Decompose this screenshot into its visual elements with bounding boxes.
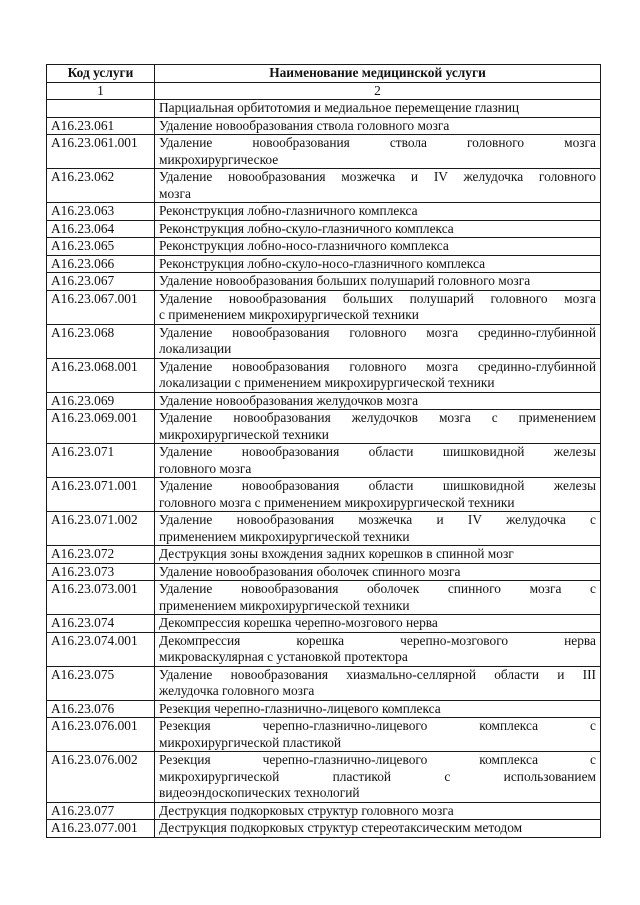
service-name-line: локализации	[159, 341, 232, 356]
service-name-line: Удаление новообразования ствола головного мозга	[159, 117, 450, 133]
service-code: A16.23.061.001	[47, 135, 155, 169]
table-row	[47, 581, 601, 615]
service-code: A16.23.071.001	[47, 478, 155, 512]
service-name-line: Деструкция подкорковых структур головного мозга	[159, 802, 454, 818]
service-code: A16.23.068	[47, 324, 155, 358]
service-name-line: Удаление новообразования больших полушарий головного мозга	[159, 290, 596, 306]
service-name-line: Удаление новообразования мозжечка и IV желудочка головного	[159, 169, 596, 184]
service-name-line: видеоэндоскопических технологий	[159, 785, 360, 800]
service-name-line: микрохирургическое	[159, 151, 279, 167]
service-name-line: Резекция черепно-глазнично-лицевого комплекса с	[159, 718, 596, 733]
service-code: A16.23.062	[47, 169, 155, 203]
service-name	[155, 324, 601, 358]
service-name	[155, 615, 601, 633]
service-name-line: применением микрохирургической техники	[159, 597, 410, 613]
service-code: A16.23.074.001	[47, 632, 155, 666]
service-code: A16.23.075	[47, 666, 155, 700]
medical-services-table	[46, 64, 601, 838]
service-code: A16.23.063	[47, 203, 155, 221]
table-row	[47, 238, 601, 256]
service-name-line: микрохирургической пластикой с использованием	[159, 768, 596, 784]
service-name-line: Резекция черепно-глазнично-лицевого комплекса с	[159, 752, 596, 767]
table-header-row	[47, 65, 601, 83]
service-code: A16.23.069	[47, 392, 155, 410]
table-row	[47, 169, 601, 203]
service-code: A16.23.071.002	[47, 512, 155, 546]
table-row	[47, 478, 601, 512]
service-name	[155, 820, 601, 838]
service-name-line: Удаление новообразования головного мозга срединно-глубинной	[159, 324, 596, 340]
service-code: A16.23.067.001	[47, 290, 155, 324]
table-row	[47, 666, 601, 700]
service-name-line: Реконструкция лобно-скуло-глазничного комплекса	[159, 220, 454, 236]
service-code: A16.23.069.001	[47, 410, 155, 444]
service-name	[155, 117, 601, 135]
service-name	[155, 392, 601, 410]
service-name-line: с применением микрохирургической техники	[159, 307, 419, 322]
service-name-line: локализации с применением микрохирургической техники	[159, 375, 495, 390]
service-name-line: Декомпрессия корешка черепно-мозгового нерва	[159, 615, 438, 630]
service-code: A16.23.071	[47, 444, 155, 478]
table-row	[47, 135, 601, 169]
table-row	[47, 802, 601, 820]
header-service-name: Наименование медицинской услуги	[155, 65, 601, 83]
service-name-line: Удаление новообразования желудочков мозга с применением	[159, 410, 596, 425]
service-name	[155, 563, 601, 581]
table-row	[47, 290, 601, 324]
service-name	[155, 546, 601, 564]
table-row	[47, 563, 601, 581]
service-name-line: применением микрохирургической техники	[159, 528, 410, 544]
service-name-line: Удаление новообразования хиазмально-селлярной области и III	[159, 666, 596, 682]
service-code: A16.23.076.002	[47, 752, 155, 803]
service-name-line: Удаление новообразования оболочек спинного мозга	[159, 563, 461, 579]
service-name-line: Резекция черепно-глазнично-лицевого комплекса	[159, 700, 441, 716]
table-row	[47, 220, 601, 238]
service-name-line: микрохирургической пластикой	[159, 734, 342, 750]
column-number-row	[47, 82, 601, 100]
service-name	[155, 273, 601, 291]
service-name	[155, 666, 601, 700]
service-code: A16.23.072	[47, 546, 155, 564]
service-name	[155, 255, 601, 273]
service-name-line: Деструкция зоны вхождения задних корешков в спинной мозг	[159, 546, 514, 561]
service-name-line: Парциальная орбитотомия и медиальное перемещение глазниц	[159, 100, 520, 115]
service-name	[155, 238, 601, 256]
service-name-line: Удаление новообразования головного мозга срединно-глубинной	[159, 358, 596, 374]
table-row	[47, 255, 601, 273]
service-code: A16.23.076.001	[47, 718, 155, 752]
service-name	[155, 203, 601, 221]
service-name	[155, 169, 601, 203]
service-name-line: Удаление новообразования области шишковидной железы	[159, 478, 596, 493]
service-name	[155, 512, 601, 546]
service-name	[155, 100, 601, 118]
service-name-line: Реконструкция лобно-глазничного комплекса	[159, 203, 418, 218]
service-code: A16.23.068.001	[47, 358, 155, 392]
service-name	[155, 802, 601, 820]
table-row	[47, 615, 601, 633]
service-name-line: Удаление новообразования области шишковидной железы	[159, 444, 596, 459]
service-code: A16.23.076	[47, 700, 155, 718]
service-code: A16.23.077.001	[47, 820, 155, 838]
service-code: A16.23.065	[47, 238, 155, 256]
service-name-line: Удаление новообразования больших полушарий головного мозга	[159, 273, 531, 288]
column-number-1: 1	[47, 82, 155, 100]
service-code: A16.23.073.001	[47, 581, 155, 615]
table-row	[47, 632, 601, 666]
service-name-line: Удаление новообразования мозжечка и IV желудочка с	[159, 512, 596, 527]
service-name-line: Удаление новообразования желудочков мозга	[159, 392, 419, 408]
service-name-line: головного мозга	[159, 460, 252, 476]
table-row	[47, 820, 601, 838]
table-row	[47, 444, 601, 478]
service-name	[155, 752, 601, 803]
table-row	[47, 410, 601, 444]
service-name-line: Реконструкция лобно-скуло-носо-глазничного комплекса	[159, 255, 486, 271]
service-code: A16.23.073	[47, 563, 155, 581]
service-name	[155, 478, 601, 512]
service-name-line: Реконструкция лобно-носо-глазничного комплекса	[159, 238, 449, 253]
table-row	[47, 700, 601, 718]
document-page	[46, 64, 600, 838]
table-body	[47, 100, 601, 838]
table-row	[47, 392, 601, 410]
service-code: A16.23.077	[47, 802, 155, 820]
column-number-2: 2	[155, 82, 601, 100]
service-code: A16.23.061	[47, 117, 155, 135]
service-code: A16.23.066	[47, 255, 155, 273]
table-row	[47, 100, 601, 118]
header-service-code: Код услуги	[47, 65, 155, 83]
service-name-line: Декомпрессия корешка черепно-мозгового нерва	[159, 632, 596, 648]
service-name-line: микрохирургической техники	[159, 426, 329, 442]
service-name	[155, 700, 601, 718]
service-code: A16.23.074	[47, 615, 155, 633]
service-name-line: Удаление новообразования ствола головного мозга	[159, 135, 596, 150]
table-row	[47, 718, 601, 752]
service-name-line: желудочка головного мозга	[159, 683, 315, 698]
table-row	[47, 546, 601, 564]
service-code: A16.23.064	[47, 220, 155, 238]
service-name	[155, 410, 601, 444]
service-name-line: Удаление новообразования оболочек спинного мозга с	[159, 581, 596, 596]
table-row	[47, 512, 601, 546]
service-code	[47, 100, 155, 118]
table-row	[47, 358, 601, 392]
service-name-line: Деструкция подкорковых структур стереотаксическим методом	[159, 820, 523, 835]
service-name	[155, 290, 601, 324]
service-name	[155, 632, 601, 666]
service-name-line: микроваскулярная с установкой протектора	[159, 649, 408, 664]
service-name	[155, 444, 601, 478]
table-row	[47, 203, 601, 221]
service-name-line: мозга	[159, 185, 191, 201]
table-row	[47, 752, 601, 803]
service-name	[155, 581, 601, 615]
service-code: A16.23.067	[47, 273, 155, 291]
table-row	[47, 273, 601, 291]
service-name	[155, 135, 601, 169]
service-name-line: головного мозга с применением микрохирургической техники	[159, 494, 515, 510]
table-row	[47, 117, 601, 135]
service-name	[155, 358, 601, 392]
table-row	[47, 324, 601, 358]
service-name	[155, 718, 601, 752]
service-name	[155, 220, 601, 238]
